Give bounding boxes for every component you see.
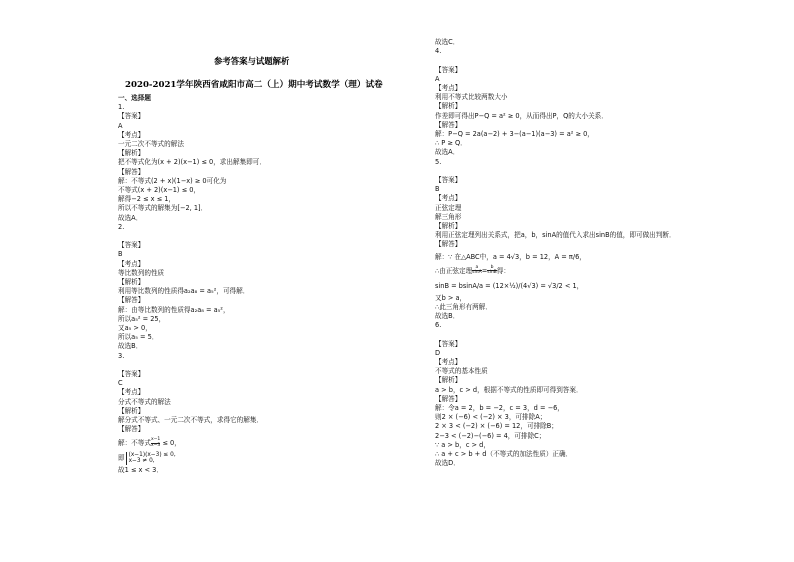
q6-solution-line: ∴ a + c > b + d（不等式的加法性质）正确． [435,450,573,459]
q2-point-tag: 【考点】 [118,259,145,268]
q1-solution-tag: 【解答】 [118,167,145,176]
q5-answer-tag: 【答案】 [435,176,462,185]
q3-answer-tag: 【答案】 [118,370,145,379]
q5-solution-tag: 【解答】 [435,240,462,249]
q4-analysis-tag: 【解析】 [435,102,462,111]
q4-solution-line: 解：P−Q = 2a(a−2) + 3−(a−1)(a−3) = a² ≥ 0， [435,130,594,139]
q4-analysis: 作差即可得出P−Q = a² ≥ 0，从而得出P，Q的大小关系． [435,111,608,120]
q3-analysis: 解分式不等式、一元二次不等式，求得它的解集． [118,416,264,425]
q1-point: 一元二次不等式的解法 [118,140,184,149]
q5-point: 解三角形 [435,212,462,221]
q4-point: 利用不等式比较两数大小 [435,93,508,102]
q2-solution-line: 解：由等比数列的性质得a₂a₈ = a₅²， [118,305,230,314]
q5-analysis: 利用正弦定理列出关系式，把a，b，sinA的值代入求出sinB的值，即可做出判断． [435,231,676,240]
q6-solution-line: 解：令a = 2，b = −2，c = 3，d = −6， [435,404,564,413]
q1-point-tag: 【考点】 [118,130,145,139]
q2-analysis: 利用等比数列的性质得a₂a₈ = a₅²，可得解． [118,287,250,296]
q3-point-tag: 【考点】 [118,388,145,397]
q1-analysis: 把不等式化为(x + 2)(x−1) ≤ 0，求出解集即可． [118,158,266,167]
q5-fraction: $\frac{a}{\sin A}$ [472,264,482,276]
q6-point-tag: 【考点】 [435,358,462,367]
q4-solution-tag: 【解答】 [435,120,462,129]
q6-analysis-tag: 【解析】 [435,376,462,385]
q1-answer-tag: 【答案】 [118,112,145,121]
left-column [118,94,418,476]
q3-system-line: 即 (x−1)(x−3) ≤ 0, x−3 ≠ 0, [118,451,176,465]
q2-answer-tag: 【答案】 [118,241,145,250]
right-column [435,38,705,468]
q2-analysis-tag: 【解析】 [118,278,145,287]
q3-answer: C [118,379,123,388]
q6-solution-line: 2 × 3 < (−2) × (−6) = 12，可排除B； [435,422,558,431]
q3-point: 分式不等式的解法 [118,397,171,406]
section-heading: 一、选择题 [118,94,151,102]
q2-number: 2. [118,222,125,231]
q6-solution-line: ∵ a > b，c > d， [435,440,490,449]
q6-answer: D [435,348,441,357]
q1-solution-line: 故选A． [118,213,143,222]
q5-point-tag: 【考点】 [435,194,462,203]
q5-fraction: $\frac{b}{\sin B}$ [487,264,497,276]
q2-point: 等比数列的性质 [118,268,165,277]
q6-analysis: a > b，c > d，根据不等式的性质即可得到答案． [435,385,583,394]
q6-answer-tag: 【答案】 [435,339,462,348]
q5-solution-line: 故选B． [435,312,460,321]
q5-answer: B [435,185,440,194]
q5-solution-line: 解：∵ 在△ABC中，a = 4√3，b = 12，A = π/6， [435,252,586,261]
title: 参考答案与试题解析 [214,56,290,66]
q1-number: 1. [118,103,125,112]
q1-solution-line: 解：不等式(2 + x)(1−x) ≥ 0可化为 [118,176,227,185]
q1-analysis-tag: 【解析】 [118,149,145,158]
q2-solution-line: 所以a₅² = 25， [118,314,166,323]
q5-solution-line: ∴此三角形有两解． [435,302,492,311]
q3-text: 解：不等式 [118,439,151,448]
q3-fraction: $\frac{x-1}{x-3}$ [150,437,161,448]
q2-solution-line: 又a₅ > 0， [118,324,152,333]
q5-analysis-tag: 【解析】 [435,222,462,231]
q5-solution-line: sinB = bsinA/a = (12×½)/(4√3) = √3/2 < 1， [435,281,584,290]
q3-choice: 故选C． [435,38,460,46]
q3-analysis-tag: 【解析】 [118,406,145,415]
q6-solution-tag: 【解答】 [435,394,462,403]
q6-solution-line: 2−3 < (−2)−(−6) = 4，可排除C； [435,431,546,440]
q2-solution-line: 所以a₅ = 5． [118,333,159,342]
q4-solution-line: 故选A． [435,148,460,157]
q4-answer: A [435,74,440,83]
q2-solution-tag: 【解答】 [118,296,145,305]
subtitle: 2020-2021学年陕西省咸阳市高二（上）期中考试数学（理）试卷 [125,80,383,90]
q3-solution-line: 故1 ≤ x < 3． [118,466,163,475]
q4-solution-line: ∴ P ≥ Q． [435,139,467,148]
q4-number: 4. [435,47,442,56]
q2-answer: B [118,250,123,259]
q5-point: 正弦定理 [435,203,462,212]
q6-solution-line: 故选D． [435,459,460,468]
q6-point: 不等式的基本性质 [435,367,488,376]
q2-solution-line: 故选B． [118,342,143,351]
q4-answer-tag: 【答案】 [435,65,462,74]
q1-solution-line: 不等式(x + 2)(x−1) ≤ 0， [118,186,201,195]
q5-solution-line: 又b > a， [435,293,467,302]
q3-solution-tag: 【解答】 [118,425,145,434]
q1-answer: A [118,121,123,130]
q6-solution-line: 则2 × (−6) < (−2) × 3，可排除A； [435,413,547,422]
q1-solution-line: 所以不等式的解集为[−2, 1]． [118,204,208,213]
q6-number: 6. [435,321,442,330]
q3-number: 3. [118,351,125,360]
q5-sine-rule-line: ∴由正弦定理 $\frac{a}{\sin A}$ = $\frac{b}{\sin B}$ 得： [435,264,510,276]
q3-system: (x−1)(x−3) ≤ 0, x−3 ≠ 0, [126,452,176,465]
q3-inequality-line: 解：不等式 $\frac{x-1}{x-3}$ ≤ 0， [118,437,181,448]
q4-point-tag: 【考点】 [435,84,462,92]
q5-number: 5. [435,157,442,166]
q1-solution-line: 解得−2 ≤ x ≤ 1， [118,195,176,204]
